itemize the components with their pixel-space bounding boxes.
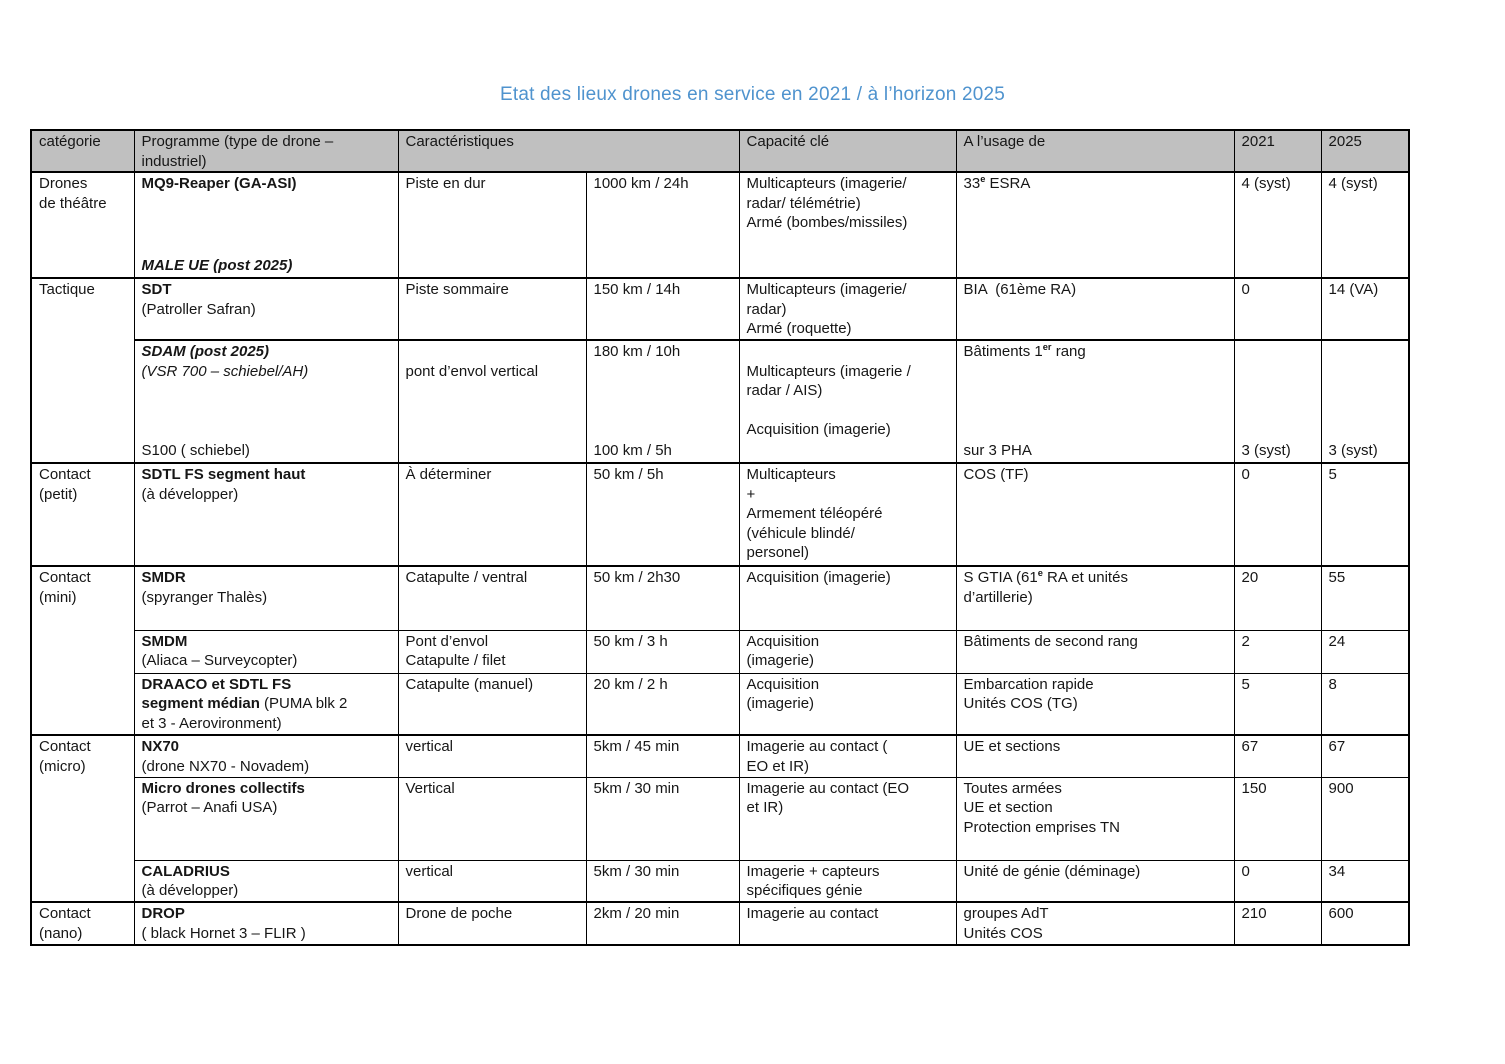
cell-line: Catapulte / filet	[405, 652, 506, 669]
cell-line: 34	[1328, 862, 1346, 880]
cell-line: 4 (syst)	[1328, 175, 1378, 192]
cell-line: CALADRIUS	[141, 862, 230, 880]
header-col-2021	[1234, 130, 1321, 172]
cell-line: d’artillerie)	[963, 588, 1033, 606]
header-col-caracteristiques	[398, 130, 739, 172]
rayon-endurance	[586, 340, 739, 463]
capacite	[739, 463, 956, 566]
cell-line: Multicapteurs (imagerie /	[746, 362, 911, 380]
cell-line: Embarcation rapide	[963, 675, 1094, 693]
categorie-contact-micro	[31, 735, 134, 902]
cell-line: +	[746, 485, 756, 503]
cell-line: 5km / 30 min	[593, 862, 680, 880]
lancement	[398, 566, 586, 630]
cell-line: S GTIA (61e RA et unités	[963, 568, 1128, 586]
categorie-contact-nano	[31, 902, 134, 945]
cell-line: (à développer)	[141, 485, 239, 503]
table-row	[31, 630, 1409, 673]
valeur-2021	[1234, 777, 1321, 860]
cell-line: 5	[1241, 675, 1250, 693]
cell-line: 5km / 45 min	[593, 738, 680, 755]
capacite	[739, 630, 956, 673]
cell-line: Contact	[39, 738, 91, 755]
cell-line: 150 km / 14h	[593, 281, 681, 298]
cell-line: Piste sommaire	[405, 281, 509, 298]
cell-line: Contact	[39, 569, 91, 586]
lancement	[398, 172, 586, 278]
valeur-2025	[1321, 673, 1409, 735]
cell-line: SDT	[141, 281, 172, 298]
programme-caladrius	[134, 860, 398, 902]
superscript: e	[980, 174, 986, 184]
table-row	[31, 735, 1409, 777]
drones-table-container	[30, 129, 1505, 946]
usage	[956, 673, 1234, 735]
cell-line: (à développer)	[141, 882, 239, 899]
cell-line: Bâtiments de second rang	[963, 632, 1138, 650]
cell-line: Tactique	[39, 281, 95, 298]
cell-line: SDTL FS segment haut	[141, 466, 306, 483]
capacite	[739, 860, 956, 902]
cell-line: industriel)	[141, 152, 207, 170]
cell-line: 3 (syst)	[1241, 441, 1291, 459]
capacite	[739, 340, 956, 463]
capacite	[739, 566, 956, 630]
programme-drop	[134, 902, 398, 945]
cell-line: radar)	[746, 300, 787, 318]
cell-line: (imagerie)	[746, 695, 815, 712]
cell-line: 180 km / 10h	[593, 343, 681, 360]
rayon-endurance	[586, 673, 739, 735]
cell-line: 150	[1241, 779, 1267, 797]
cell-line: pont d’envol vertical	[405, 362, 539, 380]
capacite	[739, 735, 956, 777]
cell-line: Multicapteurs (imagerie/	[746, 281, 907, 298]
cell-line: 3 (syst)	[1328, 441, 1378, 459]
table-row	[31, 340, 1409, 463]
header-col-programme	[134, 130, 398, 172]
cell-line: (véhicule blindé/	[746, 524, 855, 542]
header-col-usage	[956, 130, 1234, 172]
valeur-2025	[1321, 340, 1409, 463]
cell-line: vertical	[405, 738, 454, 755]
cell-line: (Aliaca – Surveycopter)	[141, 652, 298, 669]
cell-line: Acquisition (imagerie)	[746, 421, 891, 438]
drones-table	[30, 129, 1410, 946]
cell-line: (VSR 700 – schiebel/AH)	[141, 362, 309, 380]
cell-line: Armement téléopéré	[746, 505, 883, 522]
lancement	[398, 777, 586, 860]
cell-line: vertical	[405, 862, 454, 880]
valeur-2025	[1321, 566, 1409, 630]
cell-line: 50 km / 3 h	[593, 632, 668, 650]
cell-line: DRAACO et SDTL FS	[141, 675, 292, 693]
cell-line: 5	[1328, 466, 1337, 483]
programme-sdtl-fs-haut	[134, 463, 398, 566]
table-row	[31, 902, 1409, 945]
cell-line: Imagerie au contact (	[746, 738, 888, 755]
valeur-2025	[1321, 777, 1409, 860]
cell-line: Multicapteurs	[746, 466, 836, 483]
cell-line: ( black Hornet 3 – FLIR )	[141, 924, 306, 942]
usage	[956, 777, 1234, 860]
cell-line: 2km / 20 min	[593, 905, 680, 922]
programme-draaco	[134, 673, 398, 735]
cell-line: 67	[1241, 738, 1259, 755]
cell-line: Contact	[39, 466, 91, 483]
cell-line: (spyranger Thalès)	[141, 588, 268, 606]
capacite	[739, 777, 956, 860]
cell-line	[747, 401, 950, 421]
cell-line: À déterminer	[405, 466, 492, 483]
rayon-endurance	[586, 735, 739, 777]
cell-line: 900	[1328, 779, 1354, 797]
valeur-2021	[1234, 340, 1321, 463]
cell-line: radar/ télémétrie)	[746, 194, 861, 212]
cell-line: 210	[1241, 905, 1267, 922]
header-col-categorie	[31, 130, 134, 172]
cell-line: Catapulte (manuel)	[405, 675, 534, 693]
table-row	[31, 566, 1409, 630]
cell-line: Imagerie + capteurs	[746, 862, 880, 880]
superscript: e	[1037, 568, 1043, 578]
cell-line: Toutes armées	[963, 779, 1062, 797]
cell-line: groupes AdT	[963, 905, 1049, 922]
lancement	[398, 340, 586, 463]
usage	[956, 630, 1234, 673]
rayon-endurance	[586, 630, 739, 673]
categorie-tactique	[31, 278, 134, 463]
usage	[956, 463, 1234, 566]
cell-line: 20	[1241, 569, 1259, 586]
cell-line: (Parrot – Anafi USA)	[141, 799, 278, 816]
cell-line: Armé (roquette)	[746, 320, 852, 337]
cell-line: MQ9-Reaper (GA-ASI)	[141, 175, 297, 192]
cell-line: Armé (bombes/missiles)	[746, 214, 908, 231]
lancement	[398, 463, 586, 566]
lancement	[398, 860, 586, 902]
cell-line: radar / AIS)	[746, 382, 823, 399]
valeur-2025	[1321, 735, 1409, 777]
cell-line: 5km / 30 min	[593, 779, 680, 797]
rayon-endurance	[586, 566, 739, 630]
valeur-2021	[1234, 630, 1321, 673]
cell-line: et IR)	[746, 799, 784, 816]
capacite	[739, 902, 956, 945]
cell-line: 8	[1328, 675, 1337, 693]
usage	[956, 278, 1234, 340]
valeur-2025	[1321, 463, 1409, 566]
lancement	[398, 278, 586, 340]
header-row	[31, 130, 1409, 172]
cell-line: SMDM	[141, 632, 188, 650]
cell-line: Acquisition (imagerie)	[746, 569, 891, 586]
capacite	[739, 172, 956, 278]
cell-line: Multicapteurs (imagerie/	[746, 175, 907, 192]
cell-line: Drone de poche	[405, 905, 513, 922]
table-row	[31, 463, 1409, 566]
capacite	[739, 673, 956, 735]
valeur-2025	[1321, 902, 1409, 945]
cell-line: (micro)	[39, 757, 86, 775]
cell-line: Capacité clé	[746, 133, 830, 150]
cell-line: segment médian (PUMA blk 2	[141, 695, 348, 712]
cell-line	[406, 342, 580, 362]
cell-line: (imagerie)	[746, 652, 815, 669]
rayon-endurance	[586, 463, 739, 566]
categorie-drones-de-theatre	[31, 172, 134, 278]
usage	[956, 860, 1234, 902]
capacite	[739, 278, 956, 340]
cell-line: SDAM (post 2025)	[141, 343, 270, 360]
cell-line: Acquisition	[746, 632, 820, 650]
cell-line: (mini)	[39, 588, 77, 606]
cell-line: Bâtiments 1er rang	[963, 342, 1086, 360]
cell-line: Imagerie au contact	[746, 905, 879, 922]
superscript: er	[1042, 342, 1052, 352]
cell-line: Acquisition	[746, 675, 820, 693]
lancement	[398, 902, 586, 945]
programme-sdam	[134, 340, 398, 463]
header-col-2025	[1321, 130, 1409, 172]
cell-line: BIA (61ème RA)	[963, 281, 1077, 298]
cell-line: MALE UE (post 2025)	[141, 256, 293, 274]
rayon-endurance	[586, 860, 739, 902]
table-row	[31, 673, 1409, 735]
cell-line: A l’usage de	[963, 133, 1046, 150]
cell-line: Unité de génie (déminage)	[963, 862, 1141, 880]
programme-micro-drones-collectifs	[134, 777, 398, 860]
cell-line: Drones	[39, 175, 88, 192]
cell-line: 2025	[1328, 133, 1362, 150]
cell-line: Contact	[39, 905, 91, 922]
cell-line: UE et section	[963, 799, 1053, 816]
cell-line: catégorie	[39, 133, 101, 150]
lancement	[398, 735, 586, 777]
rayon-endurance	[586, 777, 739, 860]
cell-line: COS (TF)	[963, 466, 1029, 483]
rayon-endurance	[586, 172, 739, 278]
cell-line: 600	[1328, 905, 1354, 922]
cell-line: sur 3 PHA	[963, 441, 1032, 459]
programme-smdr	[134, 566, 398, 630]
page-title: Etat des lieux drones en service en 2021 / à l’horizon 2025	[499, 84, 1006, 105]
programme-smdm	[134, 630, 398, 673]
cell-line: 50 km / 5h	[593, 466, 664, 483]
cell-line: 0	[1241, 281, 1250, 298]
valeur-2025	[1321, 860, 1409, 902]
categorie-contact-petit	[31, 463, 134, 566]
table-row	[31, 278, 1409, 340]
cell-line: NX70	[141, 738, 180, 755]
cell-line: spécifiques génie	[746, 882, 863, 899]
cell-line: Imagerie au contact (EO	[746, 779, 910, 797]
cell-line: (Patroller Safran)	[141, 300, 256, 318]
cell-line: Protection emprises TN	[963, 818, 1120, 836]
cell-line: 2021	[1241, 133, 1275, 150]
usage	[956, 340, 1234, 463]
cell-line: 1000 km / 24h	[593, 175, 689, 192]
cell-line: Unités COS (TG)	[963, 695, 1078, 712]
cell-line: 67	[1328, 738, 1346, 755]
valeur-2021	[1234, 860, 1321, 902]
cell-line: 55	[1328, 569, 1346, 586]
cell-line: 100 km / 5h	[593, 441, 672, 459]
cell-line: (drone NX70 - Novadem)	[141, 757, 310, 775]
usage	[956, 902, 1234, 945]
valeur-2021	[1234, 673, 1321, 735]
valeur-2025	[1321, 630, 1409, 673]
lancement	[398, 673, 586, 735]
valeur-2021	[1234, 566, 1321, 630]
cell-line: Pont d’envol	[405, 632, 489, 650]
cell-line: Caractéristiques	[405, 133, 514, 150]
cell-line: EO et IR)	[746, 757, 810, 775]
cell-line: 20 km / 2 h	[593, 675, 668, 693]
cell-line: de théâtre	[39, 194, 107, 212]
usage	[956, 735, 1234, 777]
programme-nx70	[134, 735, 398, 777]
cell-line: Programme (type de drone –	[141, 133, 334, 150]
table-row	[31, 777, 1409, 860]
table-row	[31, 172, 1409, 278]
valeur-2025	[1321, 172, 1409, 278]
cell-line: S100 ( schiebel)	[141, 441, 250, 459]
programme-sdt	[134, 278, 398, 340]
valeur-2025	[1321, 278, 1409, 340]
cell-line: 2	[1241, 632, 1250, 650]
cell-line: personel)	[746, 544, 810, 561]
cell-line: Vertical	[405, 779, 455, 797]
rayon-endurance	[586, 278, 739, 340]
cell-line: DROP	[141, 905, 185, 922]
programme-mq9	[134, 172, 398, 278]
cell-line: Piste en dur	[405, 175, 486, 192]
cell-line: 0	[1241, 466, 1250, 483]
cell-line: 24	[1328, 632, 1346, 650]
cell-line	[747, 342, 950, 362]
table-row	[31, 860, 1409, 902]
cell-line: et 3 - Aerovironment)	[141, 714, 282, 732]
cell-line: 33e ESRA	[963, 174, 1031, 192]
valeur-2021	[1234, 735, 1321, 777]
cell-line: 14 (VA)	[1328, 281, 1379, 298]
rayon-endurance	[586, 902, 739, 945]
header-col-capacite	[739, 130, 956, 172]
cell-line: Micro drones collectifs	[141, 779, 305, 797]
cell-line: 50 km / 2h30	[593, 569, 681, 586]
valeur-2021	[1234, 902, 1321, 945]
cell-line: Unités COS	[963, 924, 1043, 942]
cell-line: 4 (syst)	[1241, 175, 1291, 192]
cell-line: SMDR	[141, 569, 186, 586]
cell-line: 0	[1241, 862, 1250, 880]
usage	[956, 566, 1234, 630]
cell-line: UE et sections	[963, 738, 1061, 755]
cell-line: (petit)	[39, 485, 78, 503]
lancement	[398, 630, 586, 673]
valeur-2021	[1234, 278, 1321, 340]
valeur-2021	[1234, 172, 1321, 278]
usage	[956, 172, 1234, 278]
cell-line: Catapulte / ventral	[405, 569, 528, 586]
categorie-contact-mini	[31, 566, 134, 735]
valeur-2021	[1234, 463, 1321, 566]
cell-line: (nano)	[39, 924, 83, 942]
